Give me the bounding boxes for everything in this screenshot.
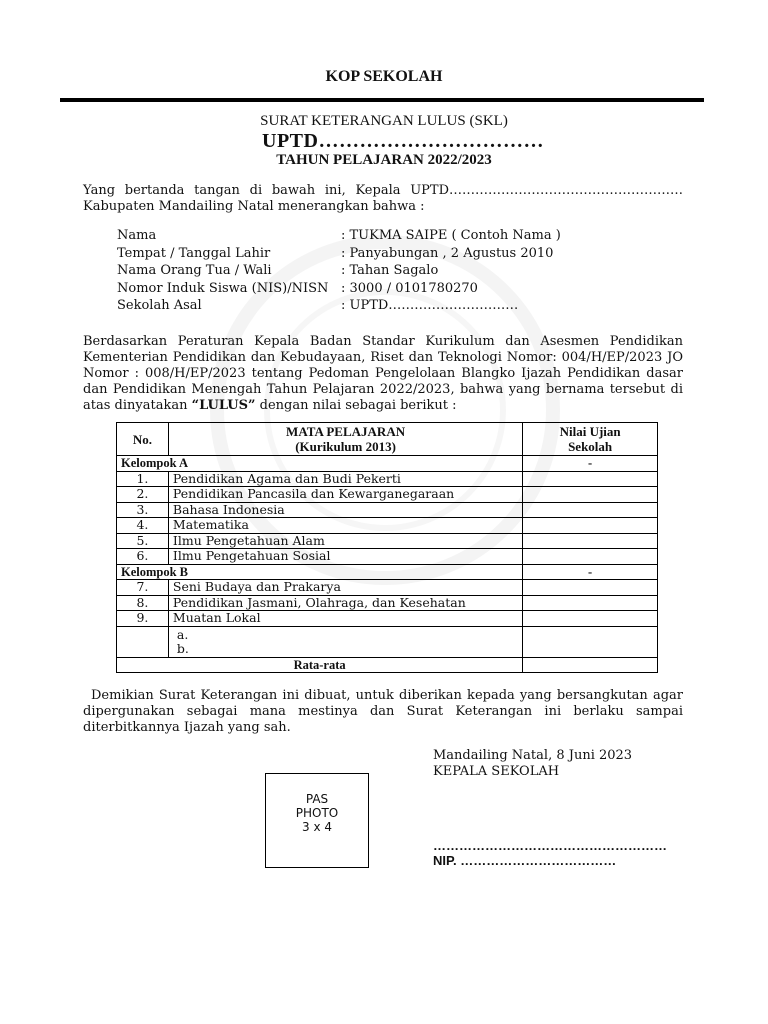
identity-value: : Tahan Sagalo — [341, 263, 439, 278]
row-no: 5. — [117, 533, 169, 549]
group-a-row — [117, 456, 658, 472]
school-name-title: UPTD…………………………… — [262, 130, 544, 152]
table-row — [117, 549, 658, 565]
identity-value: : TUKMA SAIPE ( Contoh Nama ) — [341, 228, 561, 243]
identity-label: Sekolah Asal — [117, 298, 202, 313]
average-label: Rata-rata — [117, 657, 523, 673]
identity-label: Nama Orang Tua / Wali — [117, 263, 272, 278]
identity-label: Tempat / Tanggal Lahir — [117, 245, 271, 261]
row-subject: Seni Budaya dan Prakarya — [168, 580, 522, 596]
group-a-score: - — [523, 456, 658, 472]
header-score-line2: Sekolah — [568, 439, 613, 454]
identity-value: : 3000 / 0101780270 — [341, 280, 478, 296]
identity-value: : UPTD………………………… — [341, 298, 519, 313]
lulus-status: “LULUS” — [191, 398, 256, 413]
group-a-label: Kelompok A — [117, 456, 523, 472]
letterhead-title: KOP SEKOLAH — [325, 68, 443, 85]
row-score — [523, 611, 658, 627]
photo-line2: PHOTO — [295, 806, 339, 820]
signatory-nip: NIP. ……………………………… — [433, 853, 617, 868]
row-score-empty — [523, 626, 658, 657]
table-row — [117, 502, 658, 518]
letterhead-divider — [60, 98, 704, 102]
row-no: 1. — [117, 471, 169, 487]
row-no: 3. — [117, 502, 169, 518]
row-no: 2. — [117, 487, 169, 503]
row-subject: Pendidikan Jasmani, Olahraga, dan Kesehatan — [168, 595, 522, 611]
header-subject-line1: MATA PELAJARAN — [286, 424, 406, 439]
row-subject: Matematika — [168, 518, 522, 534]
row-subject: Muatan Lokal — [168, 611, 522, 627]
row-subject: Pendidikan Agama dan Budi Pekerti — [168, 471, 522, 487]
academic-year-title: TAHUN PELAJARAN 2022/2023 — [276, 152, 492, 168]
row-no: 6. — [117, 549, 169, 565]
header-no: No. — [117, 423, 169, 456]
table-row-sub — [117, 626, 658, 657]
row-no-empty — [117, 626, 169, 657]
row-subject: Ilmu Pengetahuan Alam — [168, 533, 522, 549]
row-no: 8. — [117, 595, 169, 611]
place-date: Mandailing Natal, 8 Juni 2023 — [433, 748, 633, 763]
signature-block — [433, 748, 632, 780]
row-score — [523, 549, 658, 565]
legal-basis-text-end: dengan nilai sebagai berikut : — [255, 398, 457, 413]
header-score — [523, 423, 658, 456]
row-score — [523, 487, 658, 503]
row-sub-items — [168, 626, 522, 657]
group-b-score: - — [523, 564, 658, 580]
legal-basis-text: Berdasarkan Peraturan Kepala Badan Standar Kurikulum dan Asesmen Pendidikan Kementerian Pendidikan dan Kebudayaan, Riset dan Teknologi Nomor: 004/H/EP/2023 JO Nomor : 008/H/EP/2023 tentang Pedoman Pengelolaan Blangko Ijazah Pendidikan dasar dan Pendidikan Menengah Tahun Pelajaran 2022/2023, bahwa yang bernama tersebut di atas dinyatakan — [83, 334, 683, 413]
identity-value: : Panyabungan , 2 Agustus 2010 — [341, 245, 554, 261]
photo-box — [265, 773, 369, 868]
row-no: 9. — [117, 611, 169, 627]
header-subject-line2: (Kurikulum 2013) — [295, 439, 396, 454]
sub-item-b: b. — [176, 640, 189, 656]
photo-line3: 3 x 4 — [302, 820, 332, 834]
row-subject: Ilmu Pengetahuan Sosial — [168, 549, 522, 565]
closing-paragraph: Demikian Surat Keterangan ini dibuat, untuk diberikan kepada yang bersangkutan agar dipergunakan sebagai mana mestinya dan Surat Keterangan ini berlaku sampai diterbitkannya Ijazah yang sah. — [83, 688, 683, 735]
group-b-row — [117, 564, 658, 580]
row-score — [523, 533, 658, 549]
header-score-line1: Nilai Ujian — [559, 424, 621, 439]
table-header-row — [117, 423, 658, 456]
group-b-label: Kelompok B — [117, 564, 523, 580]
average-score — [523, 657, 658, 673]
row-no: 4. — [117, 518, 169, 534]
row-score — [523, 502, 658, 518]
table-row — [117, 611, 658, 627]
table-row — [117, 471, 658, 487]
row-score — [523, 471, 658, 487]
row-score — [523, 595, 658, 611]
photo-line1: PAS — [305, 792, 329, 806]
signatory-position: KEPALA SEKOLAH — [433, 764, 560, 779]
document-title: SURAT KETERANGAN LULUS (SKL) — [260, 113, 508, 129]
row-score — [523, 580, 658, 596]
table-row — [117, 595, 658, 611]
row-subject: Pendidikan Pancasila dan Kewarganegaraan — [168, 487, 522, 503]
legal-basis-paragraph — [83, 334, 683, 414]
row-no: 7. — [117, 580, 169, 596]
table-row — [117, 580, 658, 596]
row-subject: Bahasa Indonesia — [168, 502, 522, 518]
row-score — [523, 518, 658, 534]
header-subject — [168, 423, 522, 456]
identity-label: Nama — [117, 228, 157, 243]
signatory-name-line: ……………………………………………… — [433, 838, 667, 853]
sub-item-a: a. — [176, 626, 189, 642]
identity-label: Nomor Induk Siswa (NIS)/NISN — [117, 280, 329, 296]
table-row — [117, 518, 658, 534]
table-row — [117, 487, 658, 503]
grades-table — [116, 422, 658, 673]
table-row — [117, 533, 658, 549]
intro-paragraph: Yang bertanda tangan di bawah ini, Kepala UPTD……………………………………………… Kabupaten Mandailing Natal menerangkan bahwa : — [83, 183, 683, 214]
average-row — [117, 657, 658, 673]
